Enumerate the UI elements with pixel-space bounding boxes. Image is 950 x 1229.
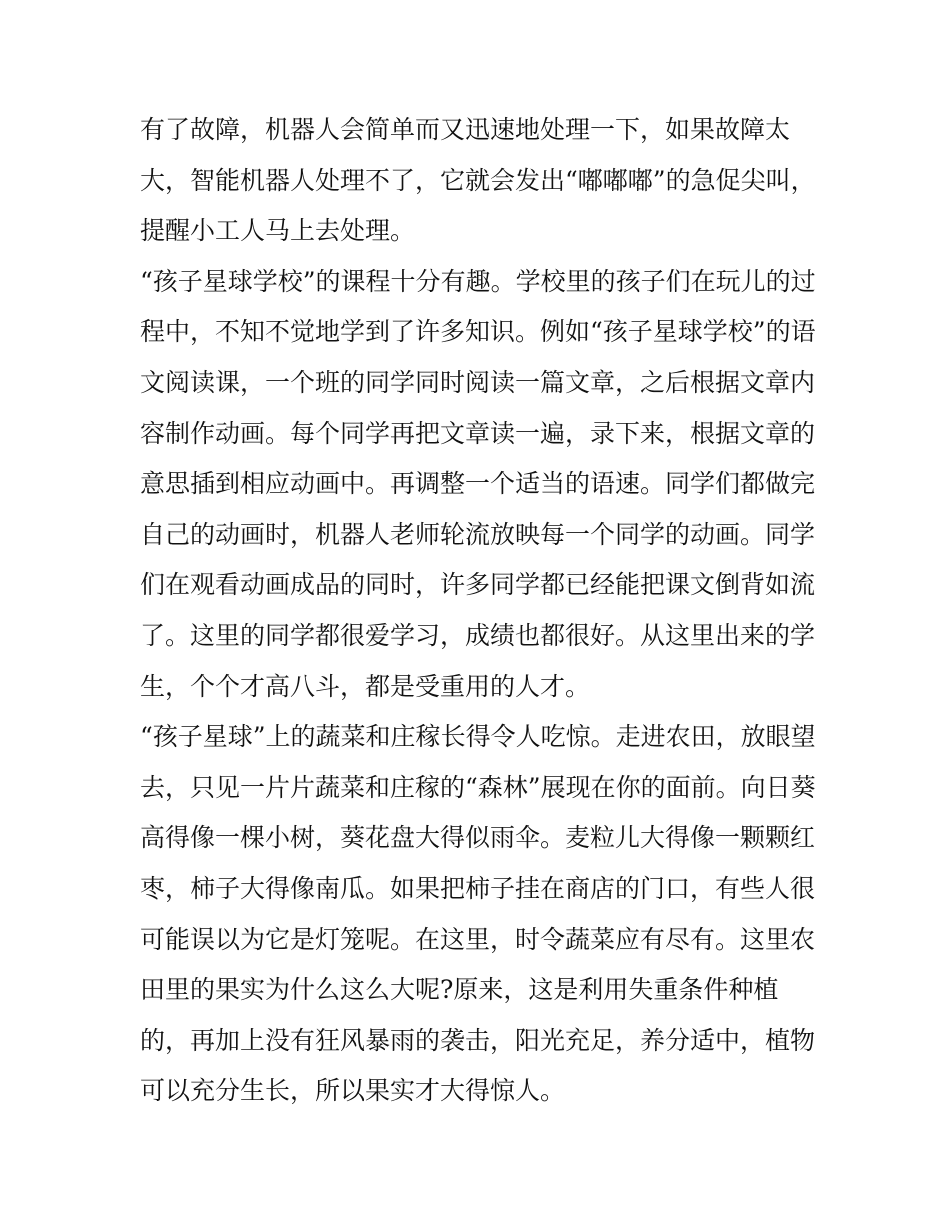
text-line: 自己的动画时，机器人老师轮流放映每一个同学的动画。同学 (140, 519, 816, 549)
text-line: 提醒小工人马上去处理。 (140, 216, 416, 246)
text-line: 去，只见一片片蔬菜和庄稼的“森林”展现在你的面前。向日葵 (140, 772, 816, 802)
text-line: 了。这里的同学都很爱学习，成绩也都很好。从这里出来的学 (140, 620, 816, 650)
text-line: 枣，柿子大得像南瓜。如果把柿子挂在商店的门口，有些人很 (140, 873, 816, 903)
text-line: 高得像一棵小树，葵花盘大得似雨伞。麦粒儿大得像一颗颗红 (140, 823, 816, 853)
text-line: 程中，不知不觉地学到了许多知识。例如“孩子星球学校”的语 (140, 317, 816, 347)
text-line: “孩子星球学校”的课程十分有趣。学校里的孩子们在玩儿的过 (140, 266, 816, 296)
document-body (140, 105, 820, 1117)
text-line: 可以充分生长，所以果实才大得惊人。 (140, 1076, 566, 1106)
text-line: 生，个个才高八斗，都是受重用的人才。 (140, 671, 591, 701)
text-line: 大，智能机器人处理不了，它就会发出“嘟嘟嘟”的急促尖叫， (140, 165, 816, 195)
text-line: 容制作动画。每个同学再把文章读一遍，录下来，根据文章的 (140, 418, 816, 448)
text-line: 们在观看动画成品的同时，许多同学都已经能把课文倒背如流 (140, 570, 816, 600)
text-line: 的，再加上没有狂风暴雨的袭击，阳光充足，养分适中，植物 (140, 1025, 816, 1055)
text-line: 田里的果实为什么这么大呢?原来，这是利用失重条件种植 (140, 975, 779, 1005)
text-line: 文阅读课，一个班的同学同时阅读一篇文章，之后根据文章内 (140, 367, 816, 397)
text-line: 意思插到相应动画中。再调整一个适当的语速。同学们都做完 (140, 469, 816, 499)
text-line: 有了故障，机器人会简单而又迅速地处理一下，如果故障太 (140, 115, 791, 144)
text-line: 可能误以为它是灯笼呢。在这里，时令蔬菜应有尽有。这里农 (140, 924, 816, 954)
text-line: “孩子星球”上的蔬菜和庄稼长得令人吃惊。走进农田，放眼望 (140, 722, 816, 752)
